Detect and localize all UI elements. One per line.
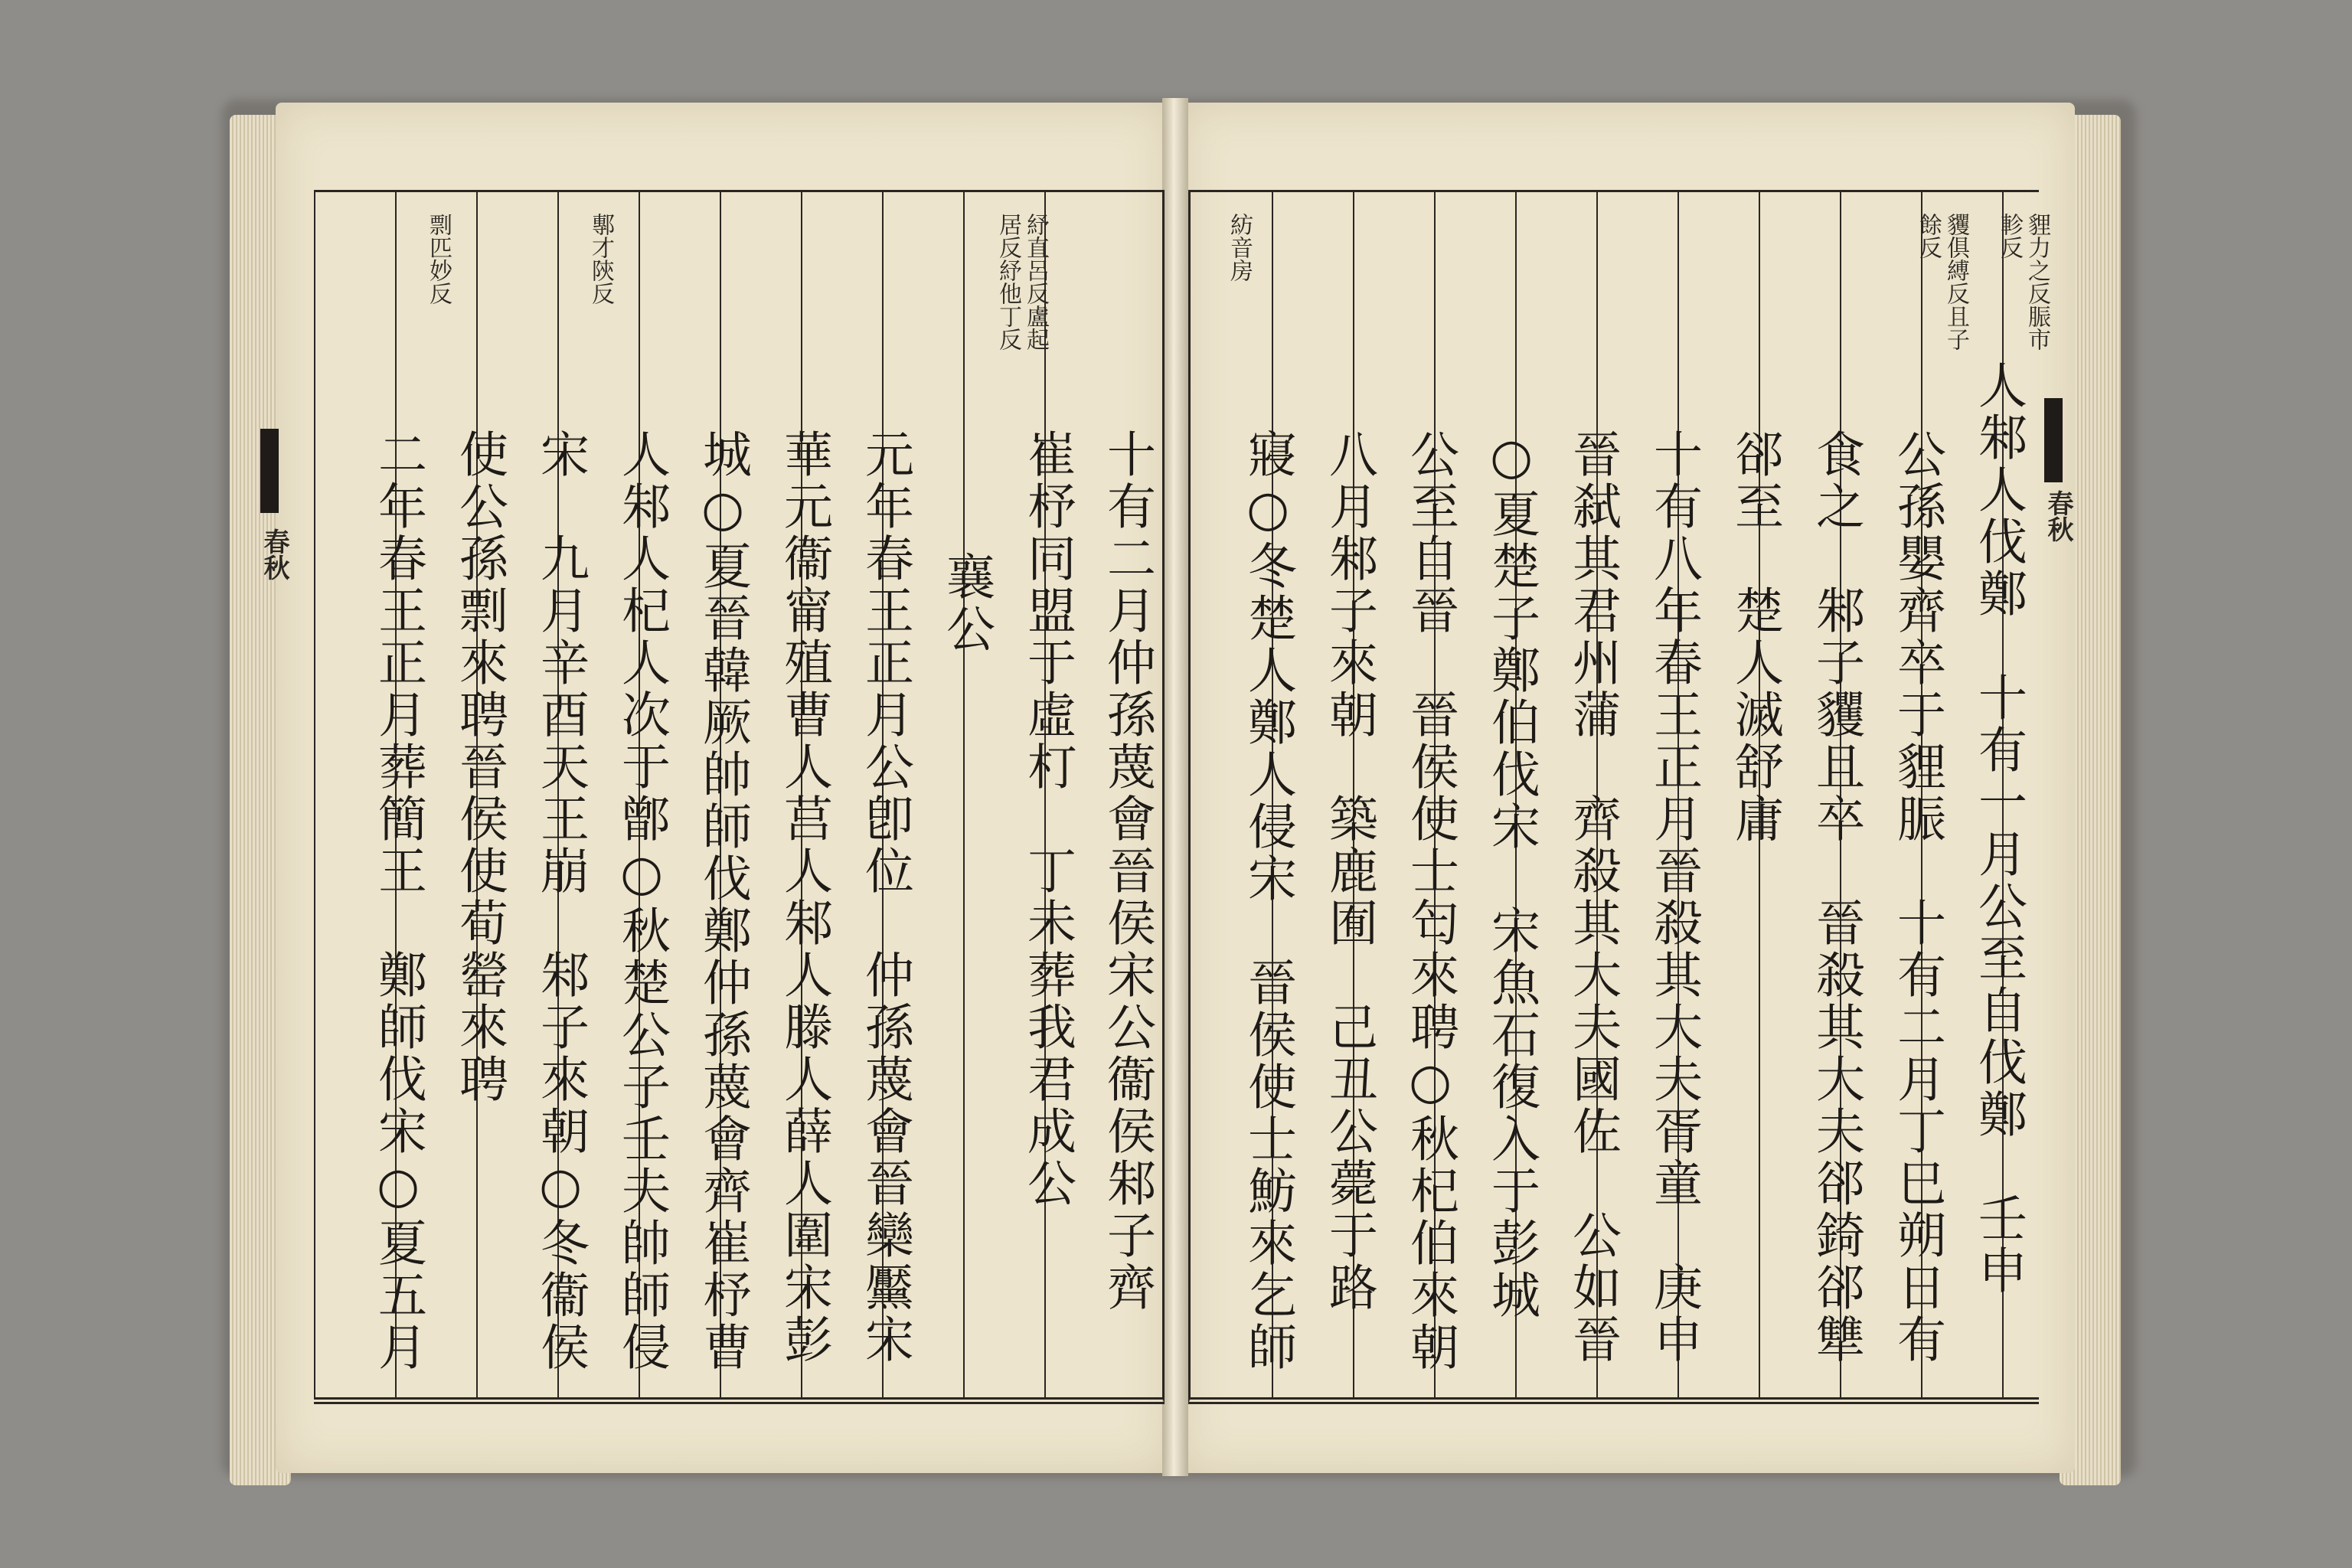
left-col-3: 襄公	[938, 551, 995, 655]
right-fore-edge-mark	[2044, 398, 2063, 482]
right-col-1: 人邾人伐鄭 十有一月公至自伐鄭 壬申	[1970, 360, 2027, 1297]
left-note-1: 紓直呂反盧起 居反紓他丁反	[995, 213, 1049, 351]
left-note-2: 鄟才陝反	[587, 213, 614, 305]
left-col-4: 元年春王正月公卽位 仲孫蔑會晉欒黶宋	[857, 429, 913, 1366]
left-note-3: 剽匹妙反	[425, 213, 452, 305]
right-col-6: 晉弑其君州蒲 齊殺其大夫國佐 公如晉	[1564, 429, 1621, 1366]
right-note-2: 貜俱縛反且子 餘反	[1915, 213, 1969, 351]
left-col-8: 宋 九月辛酉天王崩 邾子來朝○冬衞侯	[532, 429, 589, 1374]
left-col-2: 崔杼同盟于虛朾 丁未葬我君成公	[1019, 429, 1076, 1210]
left-col-9: 使公孫剽來聘晉侯使荀罃來聘	[451, 429, 508, 1106]
column-rule	[314, 192, 315, 1397]
right-col-2: 公孫嬰齊卒于貍脤 十有二月丁巳朔日有	[1889, 429, 1945, 1366]
right-col-5: 十有八年春王正月晉殺其大夫胥童 庚申	[1645, 429, 1702, 1366]
right-note-1: 貍力之反脤市 軫反	[1996, 213, 2050, 351]
left-fore-edge-label: 春秋	[259, 528, 289, 580]
right-col-9: 八月邾子來朝 築鹿囿 己丑公薨于路	[1321, 429, 1377, 1314]
right-note-3: 紡音房	[1226, 213, 1253, 282]
column-rule	[963, 192, 965, 1397]
left-col-1: 十有二月仲孫蔑會晉侯宋公衞侯邾子齊	[1099, 429, 1155, 1314]
right-fore-edge-label: 春秋	[2043, 490, 2073, 542]
book-gutter	[1162, 98, 1188, 1476]
left-col-7: 人邾人杞人次于鄫○秋楚公子壬夫帥師侵	[613, 429, 670, 1374]
right-col-7: ○夏楚子鄭伯伐宋 宋魚石復入于彭城	[1483, 429, 1540, 1321]
left-col-5: 華元衞甯殖曹人莒人邾人滕人薛人圍宋彭	[776, 429, 832, 1366]
right-col-8: 公至自晉 晉侯使士匄來聘○秋杞伯來朝	[1402, 429, 1459, 1374]
right-col-4: 郤至 楚人滅舒庸	[1726, 429, 1783, 845]
right-col-3: 食之 邾子貜且卒 晉殺其大夫郤錡郤犨	[1808, 429, 1864, 1366]
left-col-10: 二年春王正月葬簡王 鄭師伐宋○夏五月	[370, 429, 426, 1374]
left-fore-edge-mark	[260, 429, 279, 513]
right-col-10: 寢○冬楚人鄭人侵宋 晉侯使士魴來乞師	[1240, 429, 1296, 1374]
left-col-6: 城○夏晉韓厥帥師伐鄭仲孫蔑會齊崔杼曹	[694, 429, 751, 1374]
